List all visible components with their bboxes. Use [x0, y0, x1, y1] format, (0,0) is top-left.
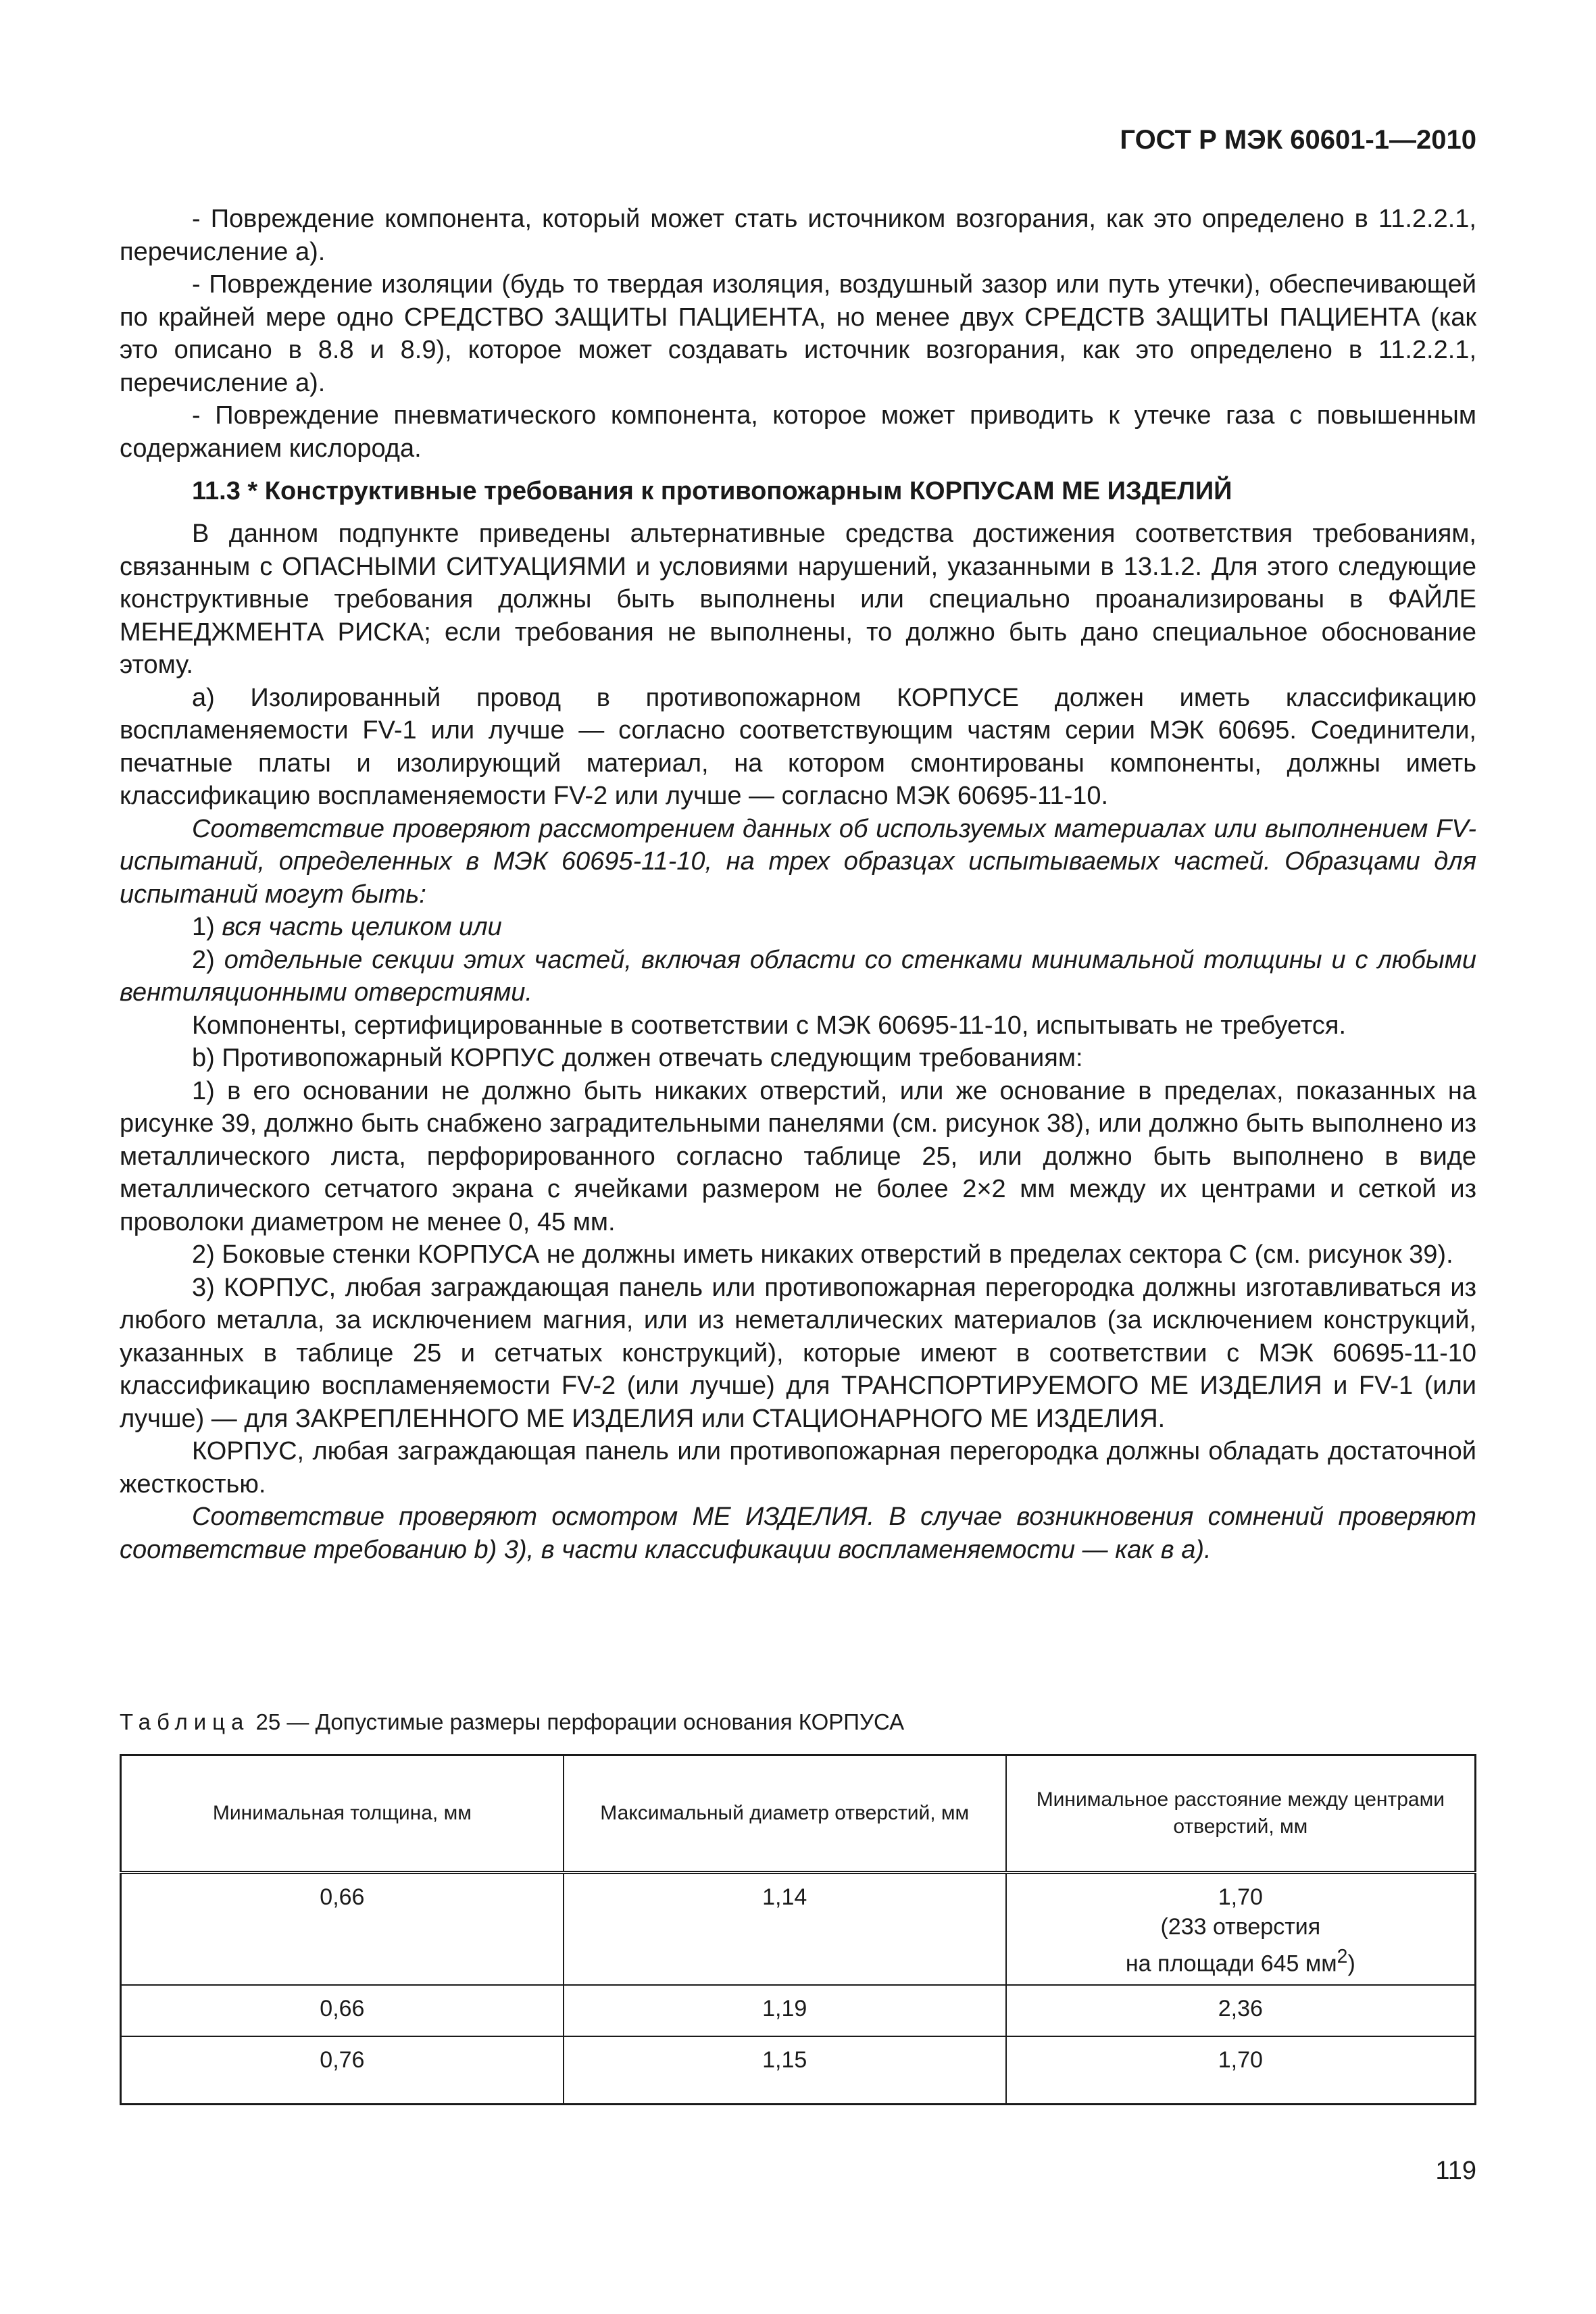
- page-number: 119: [1435, 2157, 1476, 2185]
- paragraph: - Повреждение компонента, который может стать источником возгорания, как это определено в 11.2.2.1, перечисление а).: [120, 205, 1476, 266]
- superscript: 2: [1337, 1946, 1348, 1967]
- paragraph: - Повреждение пневматического компонента, которое может приводить к утечке газа с повышенным содержанием кислорода.: [120, 401, 1476, 463]
- table-cell: 1,14: [564, 1873, 1006, 1986]
- cell-line: 1,70: [1218, 1884, 1263, 1910]
- paragraph-italic: [120, 1501, 1476, 1566]
- paragraph: 2) Боковые стенки КОРПУСА не должны иметь никаких отверстий в пределах сектора С (см. рисунок 39).: [192, 1240, 1453, 1269]
- column-header: Минимальное расстояние между центрами отверстий, мм: [1006, 1755, 1476, 1873]
- italic-text: отдельные секции этих частей, включая области со стенками минимальной толщины и с любыми вентиляционными отверстиями.: [120, 945, 1476, 1007]
- document-body: [120, 203, 1476, 1566]
- column-header: Максимальный диаметр отверстий, мм: [564, 1755, 1006, 1873]
- table-row: [121, 1873, 1476, 1986]
- section-heading: 11.3 * Конструктивные требования к противопожарным КОРПУСАМ МЕ ИЗДЕЛИЙ: [192, 477, 1232, 505]
- paragraph: Компоненты, сертифицированные в соответствии с МЭК 60695-11-10, испытывать не требуется.: [192, 1011, 1347, 1040]
- paragraph: - Повреждение изоляции (будь то твердая изоляция, воздушный зазор или путь утечки), обеспечивающей по крайней мере одно СРЕДСТВО ЗАЩИТЫ ПАЦИЕНТА, но менее двух СРЕДСТВ ЗАЩИТЫ ПАЦИЕНТА (как это описано в 8.8 и 8.9), которое может создавать источник возгорания, как это определено в 11.2.2.1, перечисление а).: [120, 270, 1476, 397]
- table-caption-text: 25 — Допустимые размеры перфорации основания КОРПУСА: [249, 1709, 905, 1734]
- paragraph: а) Изолированный провод в противопожарном КОРПУСЕ должен иметь классификацию воспламеняемости FV-1 или лучше — согласно соответствующим частям серии МЭК 60695. Соединители, печатные платы и изолирующий материал, на котором смонтированы компоненты, должны иметь классификацию воспламеняемости FV-2 или лучше — согласно МЭК 60695-11-10.: [120, 683, 1476, 810]
- paragraph: b) Противопожарный КОРПУС должен отвечать следующим требованиям:: [192, 1044, 1083, 1072]
- list-number: 2): [192, 945, 224, 974]
- italic-text: Соответствие проверяют рассмотрением данных об используемых материалах или выполнением FV-испытаний, определенных в МЭК 60695-11-10, на трех образцах испытываемых частей. Образцами для испытаний могут быть:: [120, 814, 1476, 909]
- table-cell: 1,15: [564, 2036, 1006, 2105]
- table-caption-word: Таблица: [120, 1709, 250, 1734]
- document-header: [0, 125, 1476, 155]
- italic-text: Соответствие проверяют осмотром МЕ ИЗДЕЛИЯ. В случае возникновения сомнений проверяют соответствие требованию b) 3), в части классификации воспламеняемости — как в а).: [120, 1503, 1476, 1564]
- table-cell: 2,36: [1006, 1985, 1476, 2036]
- table-header-row: [121, 1755, 1476, 1873]
- table-row: [121, 2036, 1476, 2105]
- perforation-table: [120, 1754, 1476, 2105]
- paragraph: 3) КОРПУС, любая заграждающая панель или противопожарная перегородка должны изготавливаться из любого металла, за исключением магния, или из неметаллических материалов (за исключением конструкций, указанных в таблице 25 и сетчатых конструкций), которые имеют в соответствии с МЭК 60695-11-10 классификацию воспламеняемости FV-2 (или лучше) для ТРАНСПОРТИРУЕМОГО МЕ ИЗДЕЛИЯ и FV-1 (или лучше) — для ЗАКРЕПЛЕННОГО МЕ ИЗДЕЛИЯ или СТАЦИОНАРНОГО МЕ ИЗДЕЛИЯ.: [120, 1273, 1476, 1433]
- standard-title: ГОСТ Р МЭК 60601-1—2010: [1120, 125, 1476, 155]
- table-row: [121, 1985, 1476, 2036]
- table-cell: 0,66: [121, 1985, 564, 2036]
- cell-text: на площади 645 мм: [1125, 1951, 1337, 1977]
- cell-text: ): [1347, 1951, 1355, 1977]
- paragraph-italic: [120, 813, 1476, 911]
- paragraph: КОРПУС, любая заграждающая панель или противопожарная перегородка должны обладать достаточной жесткостью.: [120, 1437, 1476, 1499]
- paragraph: В данном подпункте приведены альтернативные средства достижения соответствия требованиям, связанным с ОПАСНЫМИ СИТУАЦИЯМИ и условиями нарушений, указанными в 13.1.2. Для этого следующие конструктивные требования должны быть выполнены или специально проанализированы в ФАЙЛЕ МЕНЕДЖМЕНТА РИСКА; если требования не выполнены, то должно быть дано специальное обоснование этому.: [120, 520, 1476, 679]
- table-cell: 0,76: [121, 2036, 564, 2105]
- table-cell: 0,66: [121, 1873, 564, 1986]
- italic-text: вся часть целиком или: [222, 913, 502, 941]
- list-number: 1): [192, 913, 222, 941]
- table-caption: [120, 1709, 904, 1735]
- list-item: [120, 911, 1476, 944]
- table-cell: 1,19: [564, 1985, 1006, 2036]
- table-cell: [1006, 1873, 1476, 1986]
- paragraph: 1) в его основании не должно быть никаких отверстий, или же основание в пределах, показанных на рисунке 39, должно быть снабжено заградительными панелями (см. рисунок 38), или должно быть выполнено из металлического листа, перфорированного согласно таблице 25, или должно быть выполнено в виде металлического сетчатого экрана с ячейками размером не более 2×2 мм между их центрами и сеткой из проволоки диаметром не менее 0, 45 мм.: [120, 1076, 1476, 1236]
- column-header: Минимальная толщина, мм: [121, 1755, 564, 1873]
- cell-line: [1007, 1942, 1474, 1978]
- table-cell: 1,70: [1006, 2036, 1476, 2105]
- cell-line: (233 отверстия: [1160, 1914, 1321, 1940]
- list-item: [120, 944, 1476, 1009]
